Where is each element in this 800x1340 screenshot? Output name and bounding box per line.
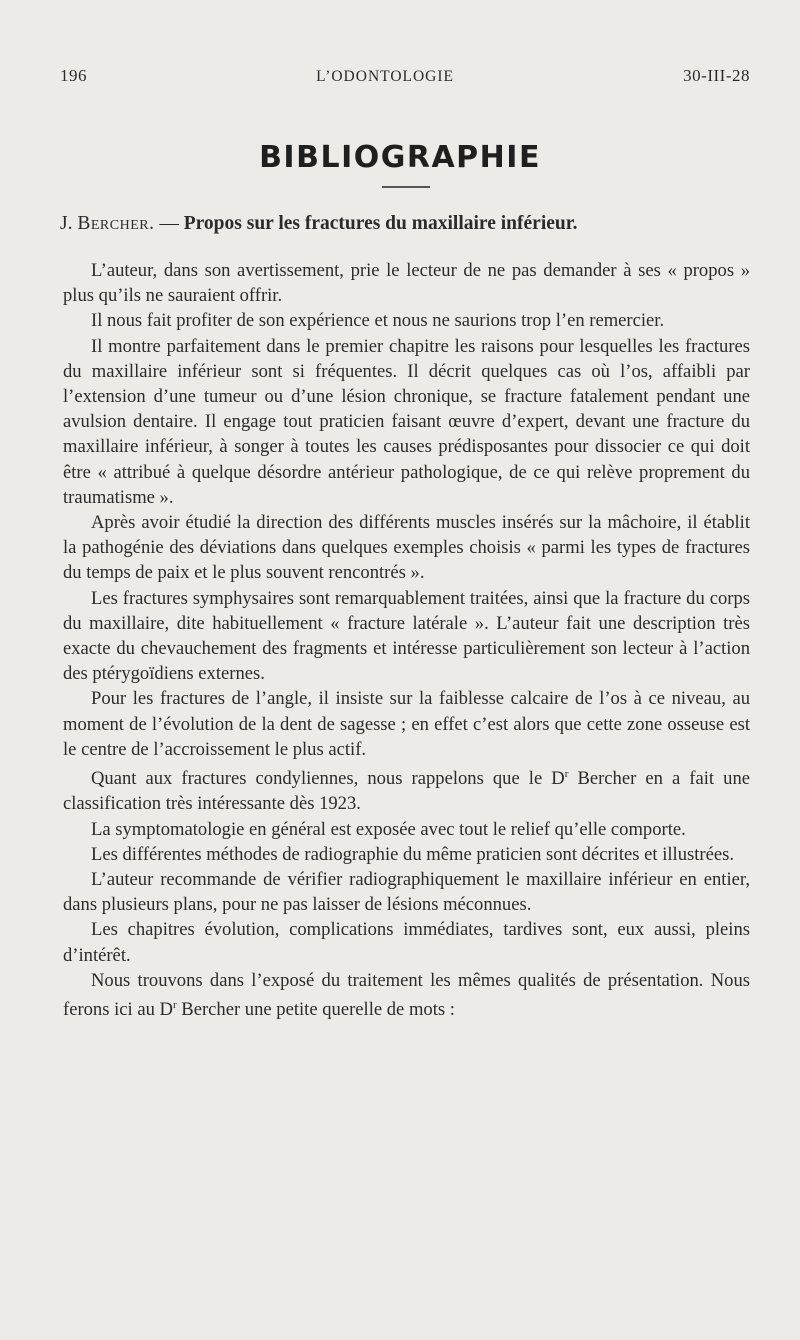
paragraph: L’auteur, dans son avertissement, prie le lecteur de ne pas demander à ses « propos » plus qu’ils ne sauraient offrir. [63, 260, 750, 307]
paragraph: Après avoir étudié la direction des différents muscles insérés sur la mâchoire, il établit la pathogénie des déviations dans quelques exemples choisis « parmi les types de fractures du temps de paix et le plus souvent rencontrés ». [63, 512, 750, 584]
text-run: Bercher une petite querelle de mots : [176, 999, 455, 1021]
paragraph: Les chapitres évolution, complications immédiates, tardives sont, eux aussi, pleins d’intérêt. [63, 919, 750, 966]
superscript: r [564, 768, 569, 781]
author-initial: J. [60, 213, 73, 234]
issue-date: 30-III-28 [683, 66, 750, 85]
paragraph: Les fractures symphysaires sont remarquablement traitées, ainsi que la fracture du corps du maxillaire, dite habituellement « fracture latérale ». L’auteur fait une description très exacte du chevauchement des fragments et intéresse particulièrement son lecteur à l’action des ptérygoïdiens externes. [63, 587, 750, 685]
text-run: Quant aux fractures condyliennes, nous rappelons que le D [91, 768, 565, 790]
paragraph-last [63, 968, 750, 1023]
review-body [63, 258, 750, 1022]
heading-dash: — [159, 213, 179, 234]
review-heading [60, 213, 750, 235]
paragraph: Les différentes méthodes de radiographie du même praticien sont décrites et illustrées. [91, 843, 734, 865]
paragraph-condyle [63, 762, 750, 817]
paragraph: La symptomatologie en général est exposée avec tout le relief qu’elle comporte. [91, 818, 686, 840]
section-title: BIBLIOGRAPHIE [259, 140, 541, 175]
running-header [60, 66, 750, 86]
paragraph: Pour les fractures de l’angle, il insiste sur la faiblesse calcaire de l’os à ce niveau, au moment de l’évolution de la dent de sagesse ; en effet c’est alors que cette zone osseuse est le centre de l’accroissement le plus actif. [63, 688, 750, 760]
author-surname: Bercher. [77, 213, 155, 234]
paragraph: L’auteur recommande de vérifier radiographiquement le maxillaire inférieur en entier, dans plusieurs plans, pour ne pas laisser de lésions méconnues. [63, 869, 750, 916]
work-title: Propos sur les fractures du maxillaire inférieur. [183, 213, 578, 234]
superscript: r [172, 999, 177, 1012]
text-run: Bercher en a fait une classification très intéressante dès 1923. [63, 768, 750, 815]
page-number: 196 [60, 66, 87, 85]
title-rule [382, 186, 430, 188]
text-run: Nous trouvons dans l’exposé du traitement les mêmes qualités de présentation. Nous ferons ici au D [63, 969, 750, 1021]
paragraph: Il nous fait profiter de son expérience et nous ne saurions trop l’en remercier. [91, 310, 665, 332]
journal-title: L’ODONTOLOGIE [316, 68, 455, 85]
paragraph: Il montre parfaitement dans le premier chapitre les raisons pour lesquelles les fractures du maxillaire inférieur sont si fréquentes. Il décrit quelques cas où l’os, affaibli par l’extension d’une tumeur ou d’une lésion chronique, se fracture fatalement pendant une avulsion dentaire. Il engage tout praticien faisant œuvre d’expert, devant une fracture du maxillaire inférieur, à songer à toutes les causes prédisposantes pour dissocier ce qui doit être « attribué à quelque désordre antérieur pathologique, de ce qui relève proprement du traumatisme ». [63, 335, 750, 508]
